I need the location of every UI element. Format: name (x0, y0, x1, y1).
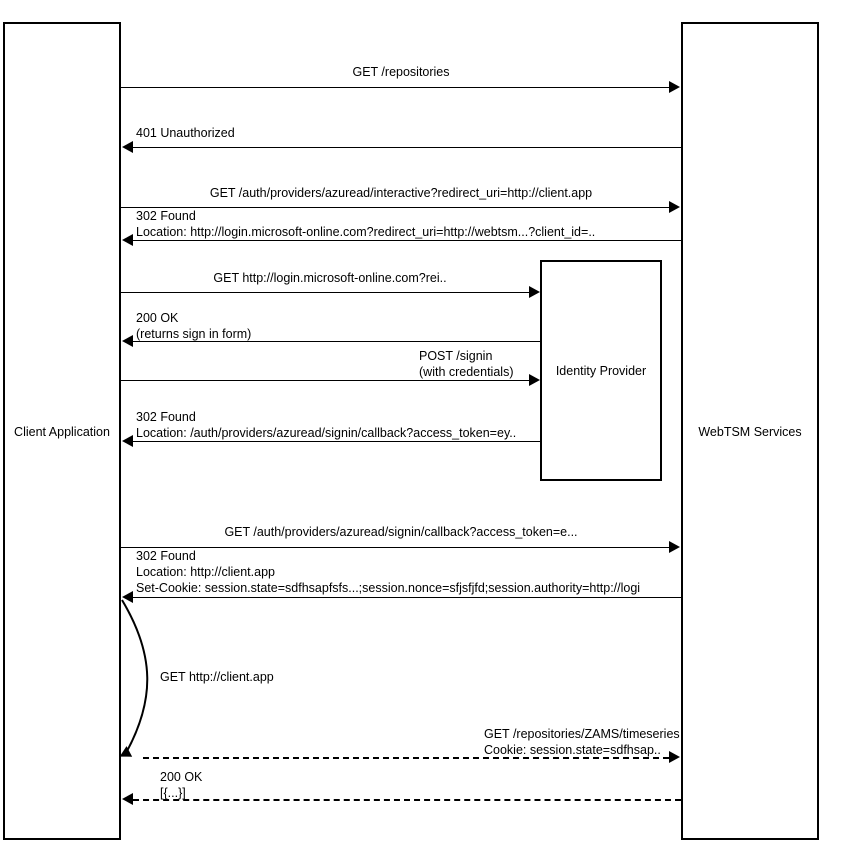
message-label-m6: 200 OK (returns sign in form) (136, 311, 252, 341)
message-arrow-m10 (133, 597, 681, 598)
message-label-m12: GET /repositories/ZAMS/timeseries Cookie: session.state=sdfhsap.. (484, 727, 680, 757)
message-label-m2: 401 Unauthorized (136, 126, 235, 140)
message-arrowhead-m12 (669, 751, 680, 763)
message-arrowhead-m8 (122, 435, 133, 447)
message-label-m8: 302 Found Location: /auth/providers/azuread/signin/callback?access_token=ey.. (136, 410, 517, 440)
message-label-m10: 302 Found Location: http://client.app Set-Cookie: session.state=sdfhsapfsfs...;session.nonce=sfjsfjfd;session.authority=http://logi (136, 549, 641, 595)
message-label-m13: 200 OK [{...}] (160, 770, 203, 800)
message-arrowhead-m6 (122, 335, 133, 347)
message-arrowhead-m2 (122, 141, 133, 153)
message-label-m9: GET /auth/providers/azuread/signin/callback?access_token=e... (224, 525, 578, 539)
message-arrowhead-m1 (669, 81, 680, 93)
message-label-m11: GET http://client.app (160, 670, 274, 684)
message-arrow-m2 (133, 147, 681, 148)
message-arrow-m12 (143, 757, 669, 759)
lifeline-label-client-application: Client Application (14, 425, 110, 439)
message-label-m3: GET /auth/providers/azuread/interactive?redirect_uri=http://client.app (209, 186, 593, 200)
message-arrow-m1 (121, 87, 669, 88)
message-arrowhead-m4 (122, 234, 133, 246)
message-arrow-m4 (133, 240, 681, 241)
message-arrow-m8 (133, 441, 541, 442)
message-arrow-m7 (121, 380, 529, 381)
message-arrow-m13 (133, 799, 681, 801)
message-arrowhead-m3 (669, 201, 680, 213)
message-arrow-m5 (121, 292, 529, 293)
message-label-m5: GET http://login.microsoft-online.com?rei.. (213, 271, 447, 285)
message-arrowhead-m7 (529, 374, 540, 386)
lifeline-identity-provider (540, 260, 662, 481)
message-label-m7: POST /signin (with credentials) (419, 349, 514, 379)
message-label-m4: 302 Found Location: http://login.microsoft-online.com?redirect_uri=http://webtsm...?client_id=.. (136, 209, 596, 239)
message-arrowhead-m9 (669, 541, 680, 553)
lifeline-label-webtsm-services: WebTSM Services (698, 425, 802, 439)
message-label-m1: GET /repositories (352, 65, 450, 79)
message-arrowhead-m5 (529, 286, 540, 298)
lifeline-label-identity-provider: Identity Provider (555, 363, 647, 378)
message-arrow-m6 (133, 341, 541, 342)
message-arrowhead-m13 (122, 793, 133, 805)
